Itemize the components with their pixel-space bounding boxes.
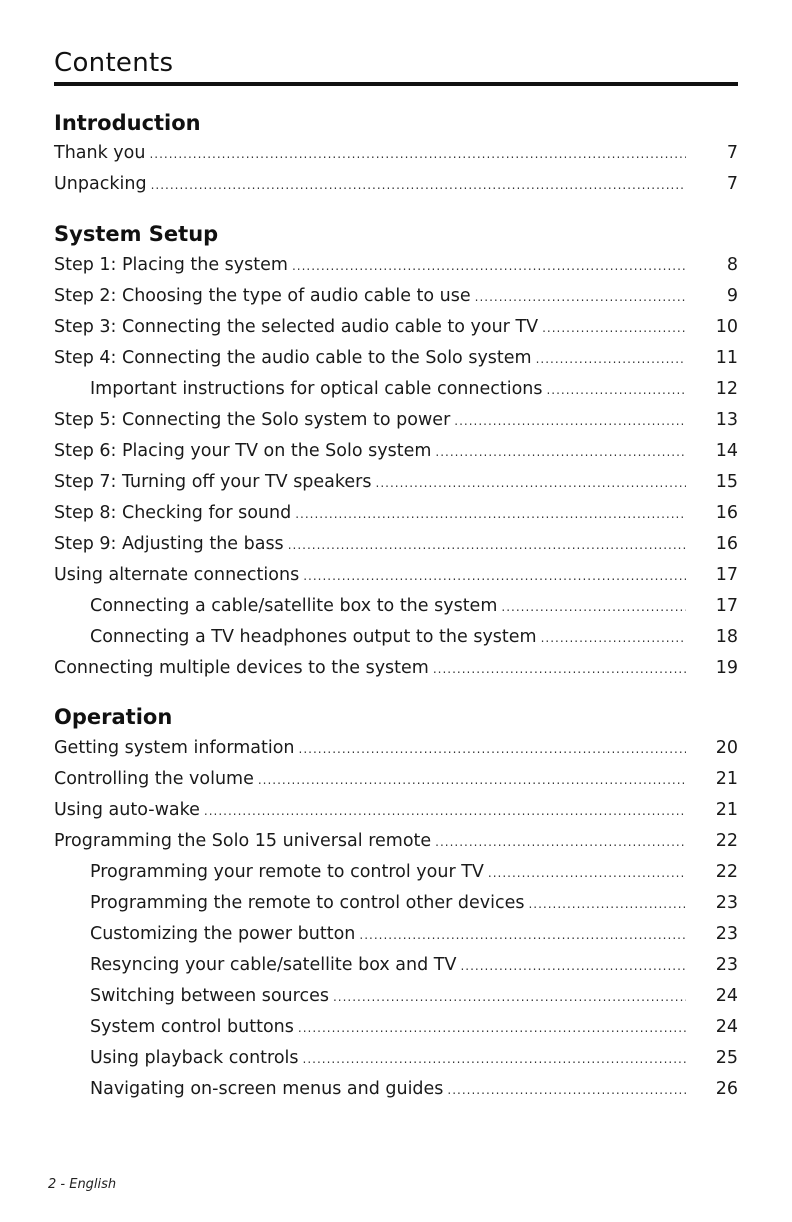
- toc-subentry[interactable]: [54, 627, 738, 657]
- toc-entry-text: System control buttons: [90, 1017, 294, 1037]
- toc-entry-text: Connecting a TV headphones output to the system: [90, 627, 537, 647]
- toc-entry-text: Important instructions for optical cable connections: [90, 379, 543, 399]
- toc-page-number: 23: [715, 955, 738, 975]
- leader-dots: [454, 414, 686, 428]
- toc-subentry[interactable]: [54, 986, 738, 1016]
- title-rule: [54, 82, 738, 86]
- leader-dots: [299, 742, 686, 756]
- leader-dots: [501, 600, 686, 614]
- toc-page-number: 22: [715, 862, 738, 882]
- leader-dots: [536, 352, 686, 366]
- leader-dots: [258, 773, 686, 787]
- leader-dots: [546, 383, 686, 397]
- toc-entry[interactable]: [54, 348, 738, 378]
- toc-subentry[interactable]: [54, 955, 738, 985]
- toc-subentry[interactable]: [54, 1017, 738, 1047]
- toc-entry-text: Programming your remote to control your TV: [90, 862, 484, 882]
- leader-dots: [288, 538, 686, 552]
- toc-entry[interactable]: [54, 286, 738, 316]
- toc-page-number: 18: [715, 627, 738, 647]
- toc-page-number: 9: [726, 286, 738, 306]
- leader-dots: [295, 507, 686, 521]
- toc-entry-text: Resyncing your cable/satellite box and TV: [90, 955, 457, 975]
- toc-entry-text: Step 7: Turning off your TV speakers: [54, 472, 372, 492]
- toc-entry-text: Step 9: Adjusting the bass: [54, 534, 284, 554]
- leader-dots: [303, 1052, 686, 1066]
- toc-entry-text: Programming the Solo 15 universal remote: [54, 831, 432, 851]
- toc-entry-text: Using auto-wake: [54, 800, 200, 820]
- toc-entry[interactable]: [54, 441, 738, 471]
- toc-page-number: 7: [726, 143, 738, 163]
- leader-dots: [435, 445, 686, 459]
- toc-page-number: 12: [715, 379, 738, 399]
- toc-page-number: 23: [715, 893, 738, 913]
- toc-page-number: 23: [715, 924, 738, 944]
- toc-entry[interactable]: [54, 410, 738, 440]
- toc-page-number: 8: [726, 255, 738, 275]
- leader-dots: [298, 1021, 686, 1035]
- toc-page-number: 24: [715, 1017, 738, 1037]
- section-heading-operation: Operation: [54, 705, 173, 729]
- toc-page-number: 11: [715, 348, 738, 368]
- toc-entry[interactable]: [54, 255, 738, 285]
- page-title: Contents: [54, 48, 174, 78]
- toc-entry[interactable]: [54, 800, 738, 830]
- toc-entry-text: Connecting multiple devices to the system: [54, 658, 429, 678]
- section-heading-introduction: Introduction: [54, 111, 201, 135]
- toc-page-number: 21: [715, 769, 738, 789]
- toc-entry[interactable]: [54, 658, 738, 688]
- toc-page-number: 14: [715, 441, 738, 461]
- toc-page-number: 24: [715, 986, 738, 1006]
- leader-dots: [376, 476, 687, 490]
- leader-dots: [488, 866, 686, 880]
- toc-page-number: 25: [715, 1048, 738, 1068]
- toc-entry[interactable]: [54, 831, 738, 861]
- toc-entry-text: Getting system information: [54, 738, 295, 758]
- toc-entry-text: Step 4: Connecting the audio cable to the Solo system: [54, 348, 532, 368]
- toc-entry-text: Using alternate connections: [54, 565, 300, 585]
- toc-entry-text: Navigating on-screen menus and guides: [90, 1079, 444, 1099]
- leader-dots: [433, 662, 686, 676]
- toc-entry-text: Step 6: Placing your TV on the Solo system: [54, 441, 432, 461]
- toc-entry[interactable]: [54, 143, 738, 173]
- toc-page-number: 20: [715, 738, 738, 758]
- toc-page-number: 16: [715, 534, 738, 554]
- toc-page-number: 10: [715, 317, 738, 337]
- toc-page-number: 17: [715, 565, 738, 585]
- toc-entry-text: Controlling the volume: [54, 769, 254, 789]
- toc-page-number: 22: [715, 831, 738, 851]
- toc-subentry[interactable]: [54, 1048, 738, 1078]
- toc-subentry[interactable]: [54, 1079, 738, 1109]
- toc-entry-text: Unpacking: [54, 174, 147, 194]
- toc-entry[interactable]: [54, 738, 738, 768]
- toc-entry[interactable]: [54, 534, 738, 564]
- leader-dots: [359, 928, 686, 942]
- toc-page-number: 26: [715, 1079, 738, 1099]
- toc-entry-text: Programming the remote to control other devices: [90, 893, 525, 913]
- leader-dots: [435, 835, 686, 849]
- toc-page-number: 17: [715, 596, 738, 616]
- leader-dots: [149, 147, 686, 161]
- page-footer: 2 - English: [48, 1177, 117, 1192]
- toc-entry-text: Step 3: Connecting the selected audio cable to your TV: [54, 317, 539, 337]
- toc-entry-text: Step 5: Connecting the Solo system to power: [54, 410, 451, 430]
- toc-page-number: 21: [715, 800, 738, 820]
- toc-entry[interactable]: [54, 472, 738, 502]
- toc-page-number: 16: [715, 503, 738, 523]
- toc-page-number: 7: [726, 174, 738, 194]
- toc-page-number: 13: [715, 410, 738, 430]
- toc-subentry[interactable]: [54, 379, 738, 409]
- toc-entry-text: Thank you: [54, 143, 146, 163]
- toc-entry-text: Customizing the power button: [90, 924, 356, 944]
- leader-dots: [541, 631, 686, 645]
- leader-dots: [447, 1083, 686, 1097]
- leader-dots: [475, 290, 686, 304]
- leader-dots: [528, 897, 686, 911]
- leader-dots: [303, 569, 686, 583]
- leader-dots: [542, 321, 686, 335]
- toc-entry[interactable]: [54, 503, 738, 533]
- toc-subentry[interactable]: [54, 893, 738, 923]
- toc-entry[interactable]: [54, 769, 738, 799]
- toc-entry-text: Connecting a cable/satellite box to the system: [90, 596, 498, 616]
- toc-subentry[interactable]: [54, 862, 738, 892]
- toc-subentry[interactable]: [54, 596, 738, 626]
- section-heading-system-setup: System Setup: [54, 222, 219, 246]
- toc-entry[interactable]: [54, 317, 738, 347]
- toc-entry-text: Using playback controls: [90, 1048, 299, 1068]
- toc-subentry[interactable]: [54, 924, 738, 954]
- toc-entry-text: Step 1: Placing the system: [54, 255, 288, 275]
- toc-entry-text: Step 2: Choosing the type of audio cable to use: [54, 286, 471, 306]
- toc-entry-text: Switching between sources: [90, 986, 329, 1006]
- toc-entry[interactable]: [54, 565, 738, 595]
- leader-dots: [204, 804, 686, 818]
- leader-dots: [460, 959, 686, 973]
- leader-dots: [151, 178, 686, 192]
- toc-page-number: 19: [715, 658, 738, 678]
- leader-dots: [292, 259, 686, 273]
- toc-entry-text: Step 8: Checking for sound: [54, 503, 292, 523]
- leader-dots: [333, 990, 686, 1004]
- toc-page-number: 15: [715, 472, 738, 492]
- toc-entry[interactable]: [54, 174, 738, 204]
